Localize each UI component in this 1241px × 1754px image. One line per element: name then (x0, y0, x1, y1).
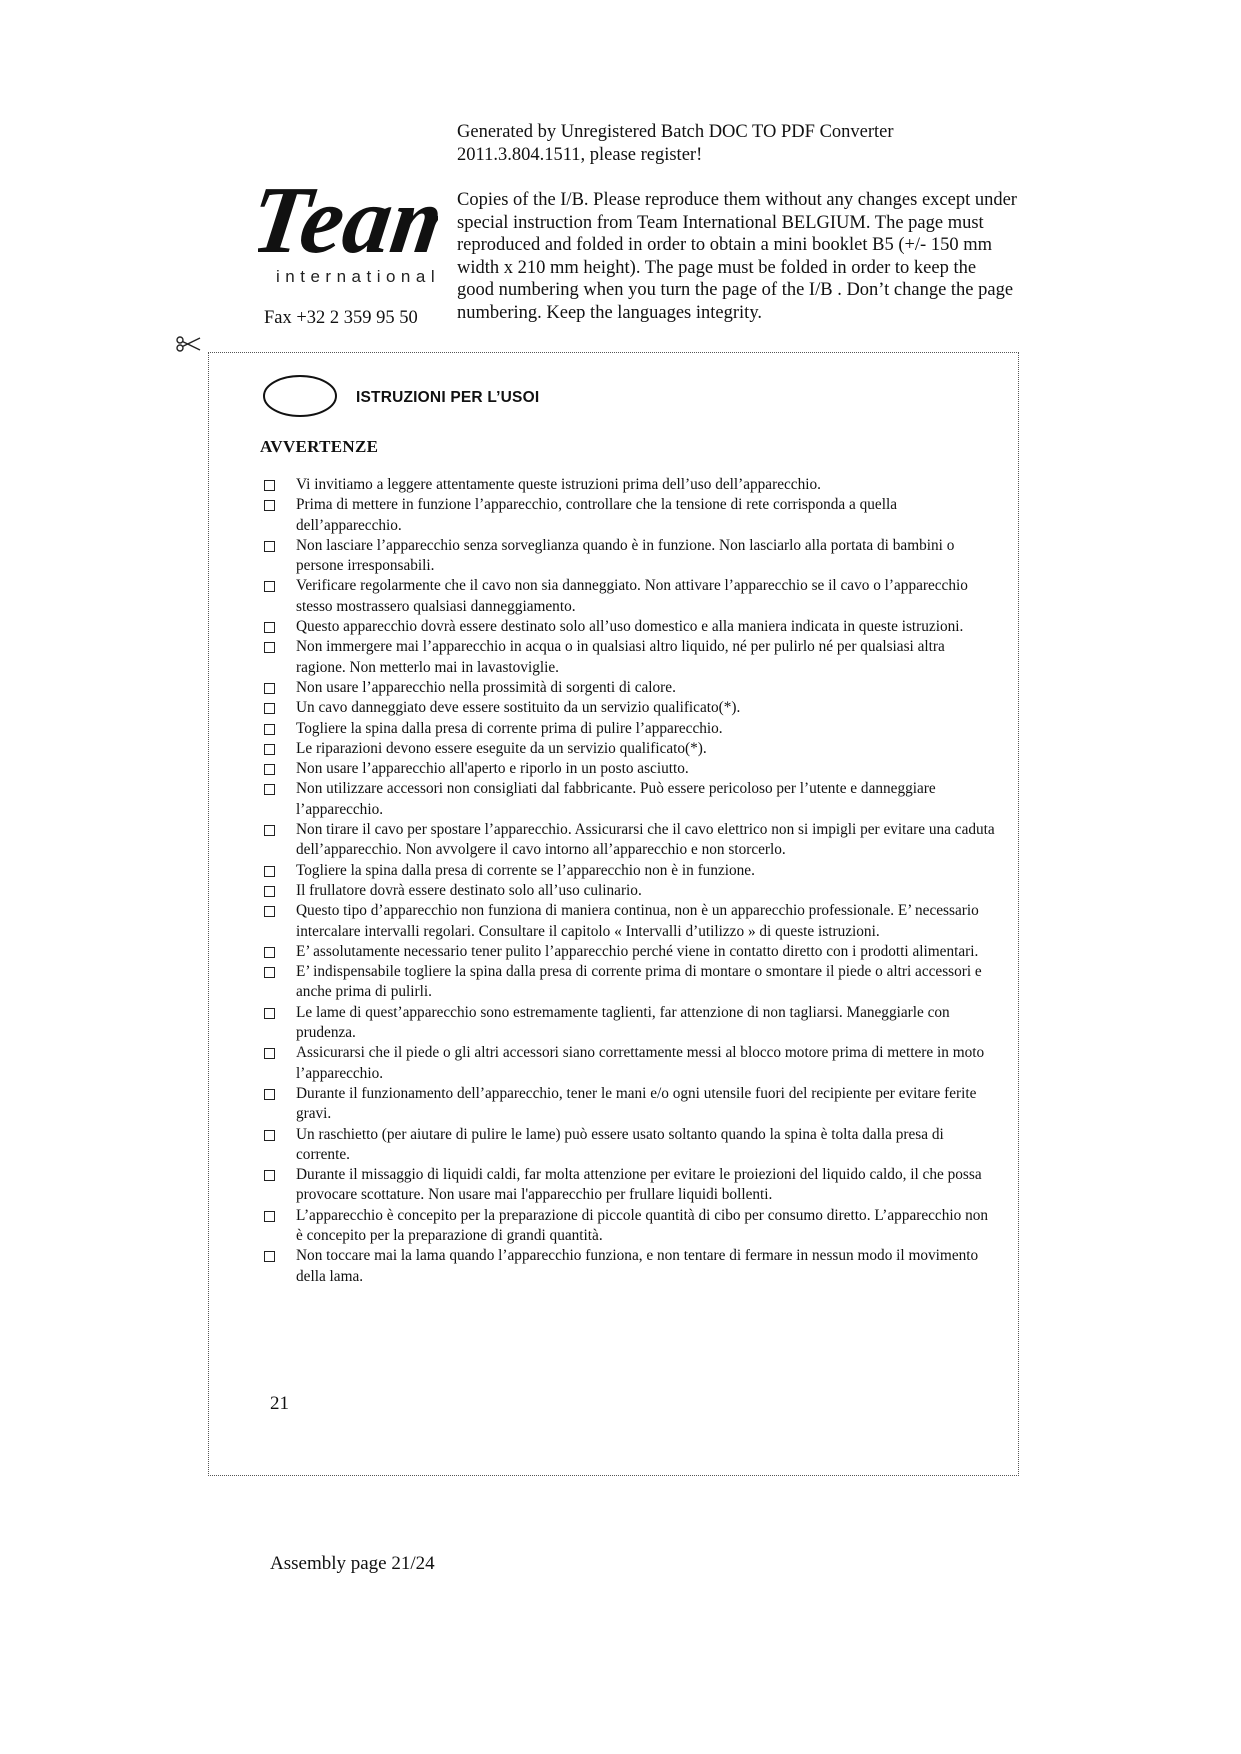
warning-text: Questo tipo d’apparecchio non funziona di maniera continua, non è un apparecchio professionale. E’ necessario intercalare intervalli regolari. Consultare il capitolo « Intervalli d’utilizzo » di queste istruzioni. (296, 902, 979, 940)
checkbox-icon (264, 724, 275, 735)
list-item (262, 759, 997, 779)
checkbox-icon (264, 764, 275, 775)
list-item (262, 779, 997, 820)
checkbox-icon (264, 784, 275, 795)
list-item (262, 1206, 997, 1247)
checkbox-icon (264, 886, 275, 897)
section-title: ISTRUZIONI PER L’USOI (356, 389, 540, 406)
fax-number: Fax +32 2 359 95 50 (264, 308, 418, 328)
warning-text: Le riparazioni devono essere eseguite da un servizio qualificato(*). (296, 739, 707, 757)
checkbox-icon (264, 744, 275, 755)
list-item (262, 637, 997, 678)
list-item (262, 901, 997, 942)
list-item (262, 820, 997, 861)
warning-text: E’ indispensabile togliere la spina dalla presa di corrente prima di montare o smontare il piede o altri accessori e anche prima di pulirli. (296, 963, 982, 1001)
warning-text: L’apparecchio è concepito per la preparazione di piccole quantità di cibo per consumo diretto. L’apparecchio non è concepito per la preparazione di grandi quantità. (296, 1206, 989, 1244)
checkbox-icon (264, 1008, 275, 1019)
warning-text: Non usare l’apparecchio all'aperto e riporlo in un posto asciutto. (296, 760, 689, 778)
list-item (262, 1084, 997, 1125)
warning-text: Un cavo danneggiato deve essere sostituito da un servizio qualificato(*). (296, 699, 741, 717)
checkbox-icon (264, 541, 275, 552)
list-item (262, 576, 997, 617)
checkbox-icon (264, 947, 275, 958)
checkbox-icon (264, 703, 275, 714)
warning-text: Le lame di quest’apparecchio sono estremamente taglienti, far attenzione di non tagliarsi. Maneggiarle con prudenza. (296, 1003, 950, 1042)
list-item (262, 861, 997, 881)
checkbox-icon (264, 500, 275, 511)
checkbox-icon (264, 642, 275, 653)
list-item (262, 1165, 997, 1206)
warning-text: Durante il missaggio di liquidi caldi, far molta attenzione per evitare le proiezioni del liquido caldo, il che possa provocare scottature. Non usare mai l'apparecchio per frullare liquidi bollenti. (296, 1166, 982, 1204)
assembly-page-label: Assembly page 21/24 (270, 1553, 435, 1574)
team-international-logo (258, 160, 438, 290)
warning-text: Un raschietto (per aiutare di pulire le lame) può essere usato soltanto quando la spina è tolta dalla presa di corrente. (296, 1125, 944, 1163)
warning-text: Assicurarsi che il piede o gli altri accessori siano correttamente messi al blocco motore prima di mettere in moto l’apparecchio. (296, 1044, 985, 1082)
warning-text: Non immergere mai l’apparecchio in acqua o in qualsiasi altro liquido, né per pulirlo né per qualsiasi altra ragione. Non metterlo mai in lavastoviglie. (296, 638, 945, 676)
warning-text: Durante il funzionamento dell’apparecchio, tener le mani e/o ogni utensile fuori del recipiente per evitare ferite gravi. (296, 1084, 977, 1123)
list-item (262, 1246, 997, 1287)
list-item (262, 942, 997, 962)
warning-text: Questo apparecchio dovrà essere destinato solo all’uso domestico e alla maniera indicata in queste istruzioni. (296, 618, 964, 636)
logo-sub-text: international (276, 267, 438, 286)
checkbox-icon (264, 581, 275, 592)
warning-text: Il frullatore dovrà essere destinato solo all’uso culinario. (296, 881, 642, 899)
list-item (262, 739, 997, 759)
checkbox-icon (264, 866, 275, 877)
warning-text: Non utilizzare accessori non consigliati dal fabbricante. Può essere pericoloso per l’utente e danneggiare l’apparecchio. (296, 780, 936, 818)
checkbox-icon (264, 1251, 275, 1262)
checkbox-icon (264, 622, 275, 633)
checkbox-icon (264, 906, 275, 917)
checkbox-icon (264, 1089, 275, 1100)
list-item (262, 536, 997, 577)
warnings-list (262, 475, 997, 1287)
page-number: 21 (270, 1393, 289, 1414)
checkbox-icon (264, 683, 275, 694)
warning-text: Non toccare mai la lama quando l’apparecchio funziona, e non tentare di fermare in nessun modo il movimento della lama. (296, 1247, 979, 1285)
checkbox-icon (264, 1048, 275, 1059)
list-item (262, 719, 997, 739)
warning-text: Togliere la spina dalla presa di corrente se l’apparecchio non è in funzione. (296, 861, 755, 879)
scissors-icon (176, 334, 202, 354)
warnings-heading: AVVERTENZE (260, 437, 379, 456)
list-item (262, 495, 997, 536)
list-item (262, 881, 997, 901)
list-item (262, 617, 997, 637)
warning-text: Vi invitiamo a leggere attentamente queste istruzioni prima dell’uso dell’apparecchio. (296, 476, 821, 493)
checkbox-icon (264, 1130, 275, 1141)
checkbox-icon (264, 1170, 275, 1181)
list-item (262, 1125, 997, 1166)
warning-text: Non lasciare l’apparecchio senza sorveglianza quando è in funzione. Non lasciarlo alla portata di bambini o persone irresponsabili. (296, 536, 955, 575)
list-item (262, 1043, 997, 1084)
warning-text: Non tirare il cavo per spostare l’apparecchio. Assicurarsi che il cavo elettrico non si impigli per evitare una caduta dell’apparecchio. Non avvolgere il cavo intorno all’apparecchio e non storcerlo. (296, 821, 995, 859)
warning-text: Togliere la spina dalla presa di corrente prima di pulire l’apparecchio. (296, 719, 723, 737)
checkbox-icon (264, 825, 275, 836)
list-item (262, 678, 997, 698)
checkbox-icon (264, 480, 275, 491)
warning-text: Non usare l’apparecchio nella prossimità di sorgenti di calore. (296, 678, 676, 696)
list-item (262, 962, 997, 1003)
generator-notice: Generated by Unregistered Batch DOC TO PDF Converter 2011.3.804.1511, please register! (457, 122, 894, 165)
list-item (262, 698, 997, 718)
warning-text: E’ assolutamente necessario tener pulito l’apparecchio perché viene in contatto diretto con i prodotti alimentari. (296, 942, 979, 960)
checkbox-icon (264, 967, 275, 978)
reproduction-instructions: Copies of the I/B. Please reproduce them without any changes except under special instruction from Team International BELGIUM. The page must reproduced and folded in order to obtain a mini booklet B5 (+/- 150 mm width x 210 mm height). The page must be folded in order to keep the good numbering when you turn the page of the I/B . Don’t change the page numbering. Keep the languages integrity. (457, 190, 1017, 323)
logo-brand-text: Team (258, 166, 438, 273)
checkbox-icon (264, 1211, 275, 1222)
warning-text: Verificare regolarmente che il cavo non sia danneggiato. Non attivare l’apparecchio se il cavo o l’apparecchio stesso mostrassero qualsiasi danneggiamento. (296, 577, 968, 615)
warning-text: Prima di mettere in funzione l’apparecchio, controllare che la tensione di rete corrisponda a quella dell’apparecchio. (296, 496, 898, 534)
language-oval-icon (262, 374, 338, 418)
list-item (262, 475, 997, 495)
list-item (262, 1003, 997, 1044)
